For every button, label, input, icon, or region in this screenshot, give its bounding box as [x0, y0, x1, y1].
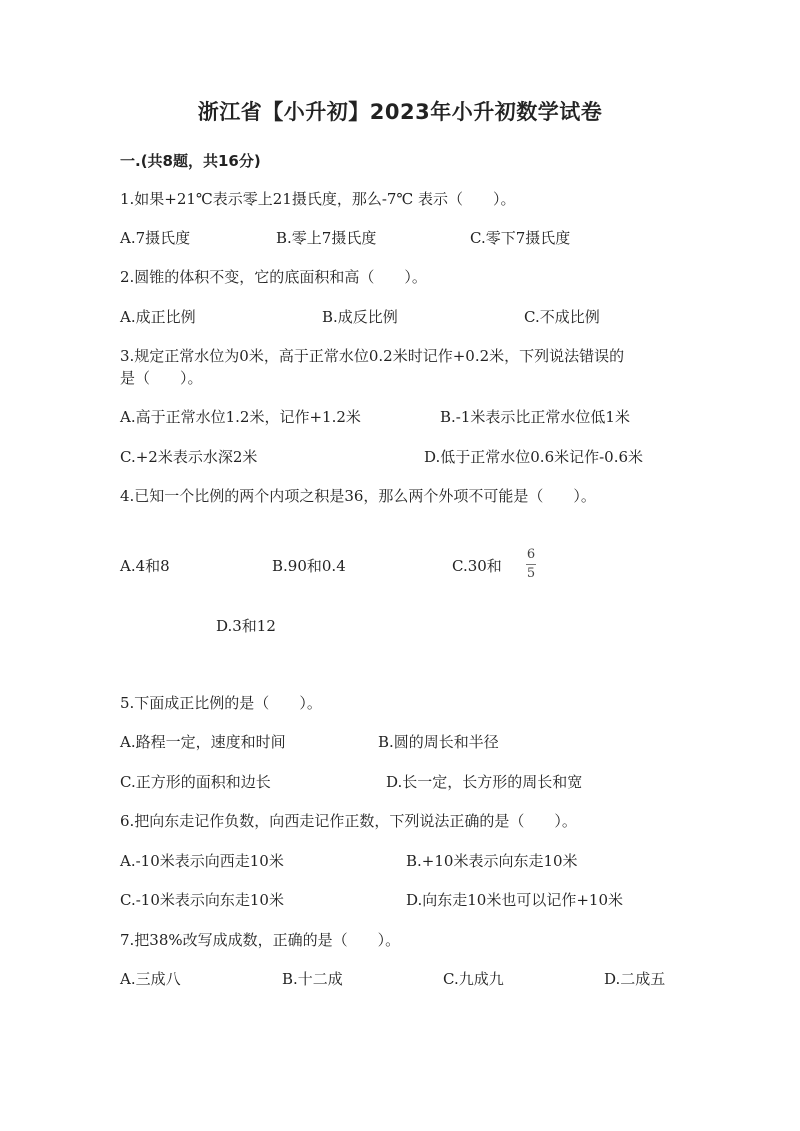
- question-1-stem: 1.如果+21℃表示零上21摄氏度，那么-7℃ 表示（ ）。: [120, 190, 516, 208]
- fraction-numerator: 6: [526, 547, 536, 562]
- question-4-option-d: D.3和12: [216, 617, 276, 635]
- question-2-option-a: A.成正比例: [120, 308, 196, 326]
- fraction-denominator: 5: [526, 566, 536, 581]
- question-4-option-a: A.4和8: [120, 557, 170, 575]
- page-title: 浙江省【小升初】2023年小升初数学试卷: [197, 100, 603, 124]
- question-7-option-c: C.九成九: [443, 970, 504, 988]
- question-5-stem: 5.下面成正比例的是（ ）。: [120, 694, 322, 712]
- question-5-option-b: B.圆的周长和半径: [378, 733, 499, 751]
- question-1-option-a: A.7摄氏度: [120, 229, 191, 247]
- question-5-option-a: A.路程一定，速度和时间: [120, 733, 286, 751]
- question-6-option-a: A.-10米表示向西走10米: [120, 852, 284, 870]
- question-2-option-c: C.不成比例: [524, 308, 600, 326]
- question-3-option-a: A.高于正常水位1.2米，记作+1.2米: [120, 408, 361, 426]
- question-4-stem: 4.已知一个比例的两个内项之积是36，那么两个外项不可能是（ ）。: [120, 487, 596, 505]
- question-7-option-a: A.三成八: [120, 970, 181, 988]
- question-2-stem: 2.圆锥的体积不变，它的底面积和高（ ）。: [120, 268, 427, 286]
- question-3-stem-line-1: 3.规定正常水位为0米，高于正常水位0.2米时记作+0.2米，下列说法错误的: [120, 347, 625, 365]
- question-3-option-d: D.低于正常水位0.6米记作-0.6米: [424, 448, 644, 466]
- question-3-option-c: C.+2米表示水深2米: [120, 448, 258, 466]
- question-5-option-d: D.长一定，长方形的周长和宽: [386, 773, 583, 791]
- question-4-option-c: C.30和: [452, 557, 502, 575]
- question-5-option-c: C.正方形的面积和边长: [120, 773, 271, 791]
- question-7-option-b: B.十二成: [282, 970, 343, 988]
- fraction-six-fifths: [526, 548, 536, 581]
- question-6-option-d: D.向东走10米也可以记作+10米: [406, 891, 624, 909]
- question-7-stem: 7.把38%改写成成数，正确的是（ ）。: [120, 931, 401, 949]
- question-7-option-d: D.二成五: [604, 970, 666, 988]
- question-6-option-b: B.+10米表示向东走10米: [406, 852, 578, 870]
- question-2-option-b: B.成反比例: [322, 308, 398, 326]
- question-1-option-b: B.零上7摄氏度: [276, 229, 377, 247]
- question-3-stem-line-2: 是（ ）。: [120, 369, 203, 387]
- question-6-option-c: C.-10米表示向东走10米: [120, 891, 284, 909]
- question-1-option-c: C.零下7摄氏度: [470, 229, 571, 247]
- section-heading: 一.(共8题，共16分): [120, 152, 261, 170]
- question-6-stem: 6.把向东走记作负数，向西走记作正数，下列说法正确的是（ ）。: [120, 812, 577, 830]
- fraction-bar: [526, 564, 536, 565]
- question-4-option-b: B.90和0.4: [272, 557, 346, 575]
- question-3-option-b: B.-1米表示比正常水位低1米: [440, 408, 630, 426]
